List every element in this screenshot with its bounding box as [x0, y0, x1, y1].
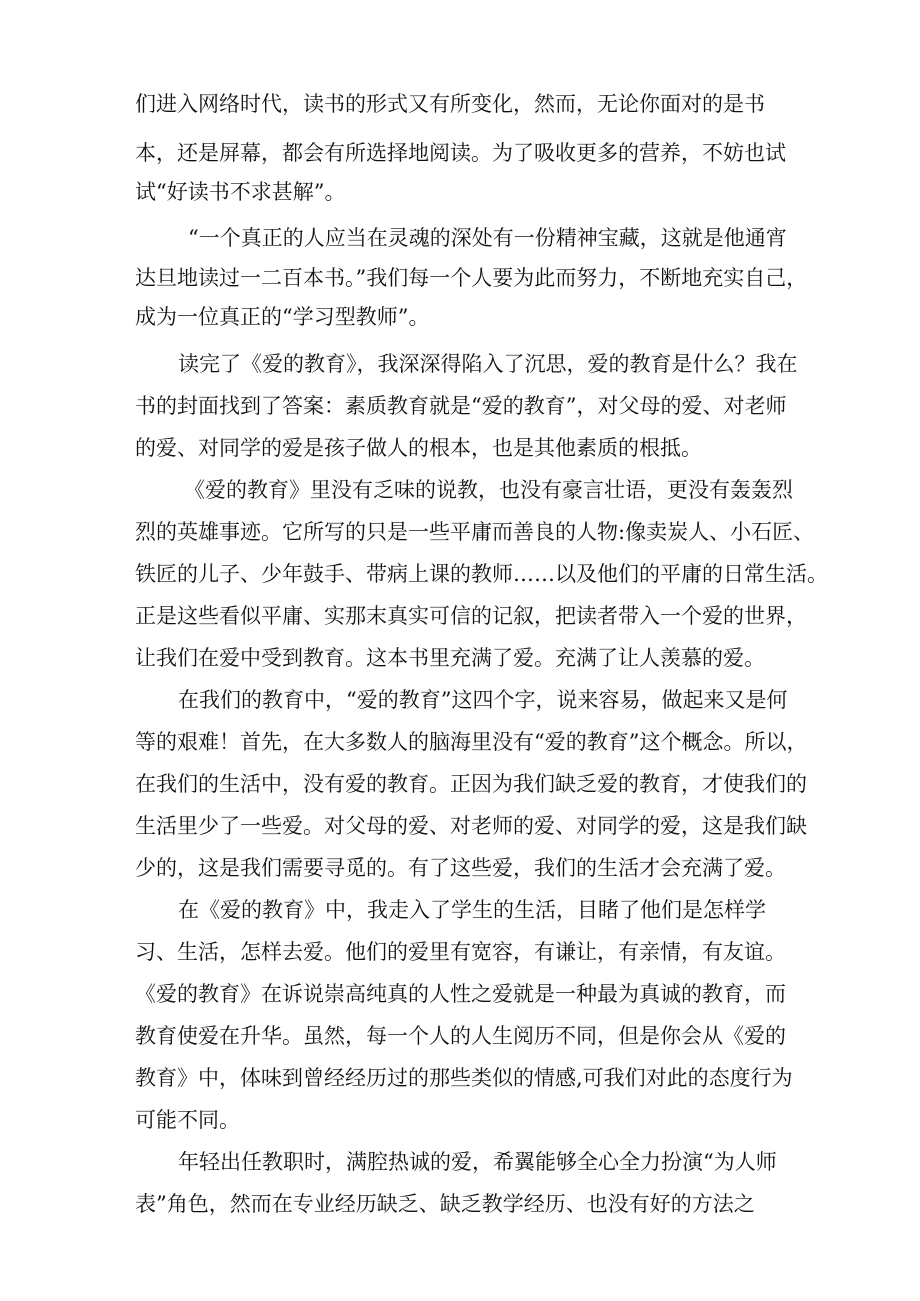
text-line: 可能不同。	[135, 1108, 240, 1132]
text-line: 教育》中，体味到曾经经历过的那些类似的情感,可我们对此的态度行为	[135, 1066, 793, 1090]
text-line: 书的封面找到了答案：素质教育就是“爱的教育”，对父母的爱、对老师	[135, 394, 787, 418]
text-line: 《爱的教育》在诉说崇高纯真的人性之爱就是一种最为真诚的教育，而	[135, 982, 786, 1006]
text-line: 读完了《爱的教育》，我深深得陷入了沉思，爱的教育是什么？我在	[178, 352, 798, 376]
text-line: 习、生活，怎样去爱。他们的爱里有宽容，有谦让，有亲情，有友谊。	[135, 940, 786, 964]
text-line: 本，还是屏幕，都会有所选择地阅读。为了吸收更多的营养，不妨也试	[135, 141, 786, 165]
text-line: 达旦地读过一二百本书。”我们每一个人要为此而努力，不断地充实自己，	[135, 266, 808, 290]
text-line: 烈的英雄事迹。它所写的只是一些平庸而善良的人物:像卖炭人、小石匠、	[135, 520, 815, 544]
text-line: 等的艰难！首先，在大多数人的脑海里没有“爱的教育”这个概念。所以，	[135, 730, 808, 754]
text-line: 在《爱的教育》中，我走入了学生的生活，目睹了他们是怎样学	[178, 898, 766, 922]
text-line: 在我们的生活中，没有爱的教育。正因为我们缺乏爱的教育，才使我们的	[135, 772, 807, 796]
text-line: 让我们在爱中受到教育。这本书里充满了爱。充满了让人羡慕的爱。	[135, 646, 765, 670]
text-line: 表”角色，然而在专业经历缺乏、缺乏教学经历、也没有好的方法之	[135, 1192, 755, 1216]
text-line: 教育使爱在升华。虽然，每一个人的人生阅历不同，但是你会从《爱的	[135, 1024, 786, 1048]
text-line: 的爱、对同学的爱是孩子做人的根本，也是其他素质的根抵。	[135, 436, 702, 460]
text-line: 少的，这是我们需要寻觅的。有了这些爱，我们的生活才会充满了爱。	[135, 856, 786, 880]
text-line: “一个真正的人应当在灵魂的深处有一份精神宝藏，这就是他通宵	[188, 226, 787, 250]
text-line: 在我们的教育中，“爱的教育”这四个字，说来容易，做起来又是何	[178, 688, 788, 712]
text-line: 铁匠的儿子、少年鼓手、带病上课的教师……以及他们的平庸的日常生活。	[135, 562, 828, 586]
text-line: 正是这些看似平庸、实那末真实可信的记叙，把读者带入一个爱的世界，	[135, 604, 807, 628]
text-line: 试“好读书不求甚解”。	[135, 180, 346, 204]
text-line: 们进入网络时代，读书的形式又有所变化，然而，无论你面对的是书	[135, 92, 765, 116]
text-line: 成为一位真正的“学习型教师”。	[135, 305, 430, 329]
text-line: 《爱的教育》里没有乏味的说教，也没有豪言壮语，更没有轰轰烈	[184, 478, 793, 502]
text-line: 年轻出任教职时，满腔热诚的爱，希翼能够全心全力扮演“为人师	[178, 1150, 777, 1174]
text-line: 生活里少了一些爱。对父母的爱、对老师的爱、对同学的爱，这是我们缺	[135, 814, 807, 838]
